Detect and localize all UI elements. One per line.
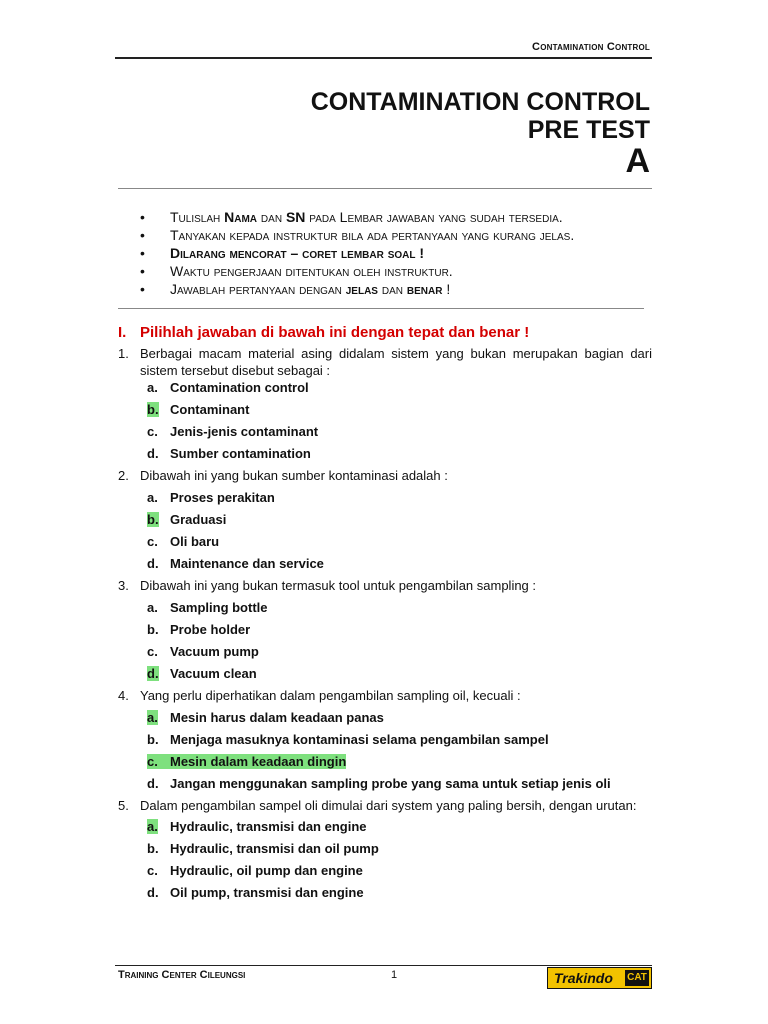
page-number: 1: [391, 969, 398, 981]
option-text: Menjaga masuknya kontaminasi selama pengambilan sampel: [170, 732, 549, 747]
answer-option: [147, 533, 219, 551]
option-text: Hydraulic, transmisi dan oil pump: [170, 841, 379, 856]
option-content: [147, 622, 250, 637]
option-letter-cell: [147, 555, 170, 573]
option-letter-cell: [147, 665, 170, 683]
bullet-icon: •: [140, 263, 145, 279]
answer-option: [147, 643, 259, 661]
question-text: Dibawah ini yang bukan sumber kontaminasi adalah :: [140, 468, 448, 483]
section-number: I.: [118, 324, 127, 341]
option-letter: c.: [147, 424, 158, 439]
answer-option: [147, 379, 309, 397]
option-letter-cell: [147, 884, 170, 902]
cat-badge: CAT: [625, 970, 649, 986]
option-letter-cell: [147, 709, 170, 727]
bullet-icon: •: [140, 227, 145, 243]
answer-option: [147, 731, 549, 749]
option-content: [147, 644, 259, 659]
document-title: CONTAMINATION CONTROL: [310, 88, 650, 116]
option-letter: c.: [147, 644, 158, 659]
answer-option: [147, 775, 611, 793]
option-text: Mesin dalam keadaan dingin: [170, 754, 347, 769]
instruction-item: [140, 280, 574, 298]
answer-option: [147, 401, 249, 419]
question-stem: [118, 577, 652, 594]
answer-option: [147, 621, 250, 639]
option-letter-cell: [147, 621, 170, 639]
option-content: [147, 754, 346, 769]
option-letter: c.: [147, 754, 158, 769]
instruction-item: [140, 262, 574, 280]
option-letter-cell: [147, 511, 170, 529]
option-content: [147, 556, 324, 571]
instruction-text: Jawablah pertanyaan dengan: [170, 281, 346, 297]
option-content: [147, 600, 268, 615]
instruction-text: dan: [257, 209, 286, 225]
answer-option: [147, 862, 363, 880]
option-content: [147, 490, 275, 505]
instruction-text: pada Lembar jawaban yang sudah tersedia.: [305, 209, 563, 225]
option-content: [147, 710, 384, 725]
option-letter-cell: [147, 423, 170, 441]
question-number: 2.: [118, 468, 129, 483]
option-letter-cell: [147, 840, 170, 858]
instruction-text: Tulislah: [170, 209, 225, 225]
option-content: [147, 841, 379, 856]
question-stem: [118, 345, 652, 379]
option-letter-cell: [147, 862, 170, 880]
option-content: [147, 424, 318, 439]
bullet-icon: •: [140, 209, 145, 225]
option-letter: b.: [147, 841, 159, 856]
option-letter-cell: [147, 379, 170, 397]
option-content: [147, 534, 219, 549]
option-text: Graduasi: [170, 512, 227, 527]
question-number: 5.: [118, 798, 129, 813]
question-number: 3.: [118, 578, 129, 593]
option-text: Oil pump, transmisi dan engine: [170, 885, 364, 900]
test-version: A: [625, 142, 650, 180]
divider-top: [118, 188, 652, 189]
answer-option: [147, 489, 275, 507]
divider-bottom: [118, 308, 644, 309]
logo-wordmark: Trakindo: [554, 970, 613, 986]
option-letter-cell: [147, 445, 170, 463]
option-letter: d.: [147, 885, 159, 900]
option-content: [147, 446, 311, 461]
option-text: Sampling bottle: [170, 600, 268, 615]
option-text: Mesin harus dalam keadaan panas: [170, 710, 384, 725]
option-letter: d.: [147, 446, 159, 461]
header-rule: [115, 57, 652, 59]
instruction-text: dan: [377, 281, 407, 297]
option-text: Jenis-jenis contaminant: [170, 424, 319, 439]
option-content: [147, 512, 226, 527]
option-letter: d.: [147, 776, 159, 791]
option-text: Sumber contamination: [170, 446, 311, 461]
section-title-text: Pilihlah jawaban di bawah ini dengan tepat dan benar !: [140, 324, 530, 341]
option-letter-cell: [147, 818, 170, 836]
section-heading: [118, 324, 529, 341]
option-text: Hydraulic, transmisi dan engine: [170, 819, 367, 834]
option-letter: b.: [147, 402, 159, 417]
answer-option: [147, 665, 257, 683]
option-text: Vacuum pump: [170, 644, 259, 659]
option-letter: d.: [147, 666, 159, 681]
answer-option: [147, 511, 226, 529]
answer-option: [147, 599, 268, 617]
answer-option: [147, 840, 379, 858]
option-content: [147, 666, 257, 681]
footer-label: Training Center Cileungsi: [118, 969, 246, 981]
option-text: Contaminant: [170, 402, 250, 417]
option-content: [147, 819, 367, 834]
option-text: Proses perakitan: [170, 490, 275, 505]
question-number: 1.: [118, 346, 129, 361]
question-stem: [118, 687, 652, 704]
instruction-text: Waktu pengerjaan ditentukan oleh instruktur.: [170, 263, 453, 279]
option-letter: d.: [147, 556, 159, 571]
option-letter: b.: [147, 512, 159, 527]
question-text: Berbagai macam material asing didalam sistem yang bukan merupakan bagian dari sistem tersebut disebut sebagai :: [140, 346, 652, 378]
bullet-icon: •: [140, 245, 145, 261]
question-stem: [118, 797, 652, 814]
option-letter-cell: [147, 753, 170, 771]
option-text: Probe holder: [170, 622, 251, 637]
instruction-text: benar: [406, 281, 443, 297]
instruction-item: [140, 208, 574, 226]
bullet-icon: •: [140, 281, 145, 297]
instruction-text: Dilarang mencorat – coret lembar soal !: [170, 245, 425, 261]
option-letter-cell: [147, 731, 170, 749]
instruction-list: [140, 208, 574, 298]
footer-rule: [115, 965, 652, 966]
option-letter: a.: [147, 710, 158, 725]
answer-option: [147, 884, 364, 902]
option-content: [147, 885, 364, 900]
question-number: 4.: [118, 688, 129, 703]
option-text: Maintenance dan service: [170, 556, 324, 571]
instruction-text: Nama: [224, 209, 258, 225]
option-text: Hydraulic, oil pump dan engine: [170, 863, 363, 878]
document-subtitle: PRE TEST: [527, 116, 650, 144]
question-text: Dibawah ini yang bukan termasuk tool untuk pengambilan sampling :: [140, 578, 537, 593]
option-letter-cell: [147, 599, 170, 617]
option-content: [147, 863, 363, 878]
option-content: [147, 402, 249, 417]
option-text: Vacuum clean: [170, 666, 257, 681]
option-text: Jangan menggunakan sampling probe yang sama untuk setiap jenis oli: [170, 776, 611, 791]
option-content: [147, 380, 309, 395]
instruction-text: Tanyakan kepada instruktur bila ada pertanyaan yang kurang jelas.: [170, 227, 575, 243]
option-text: Oli baru: [170, 534, 220, 549]
option-content: [147, 776, 611, 791]
option-text: Contamination control: [170, 380, 309, 395]
option-letter: b.: [147, 732, 159, 747]
option-letter-cell: [147, 489, 170, 507]
option-letter: c.: [147, 534, 158, 549]
instruction-item: [140, 226, 574, 244]
option-letter-cell: [147, 643, 170, 661]
question-text: Yang perlu diperhatikan dalam pengambilan sampling oil, kecuali :: [140, 688, 521, 703]
answer-option: [147, 555, 324, 573]
option-letter: a.: [147, 600, 158, 615]
option-letter-cell: [147, 533, 170, 551]
option-letter: b.: [147, 622, 159, 637]
answer-option: [147, 818, 367, 836]
option-letter: a.: [147, 490, 158, 505]
answer-option: [147, 709, 384, 727]
instruction-text: jelas: [345, 281, 378, 297]
instruction-text: !: [442, 281, 451, 297]
instruction-item: [140, 244, 574, 262]
trakindo-cat-logo: [547, 967, 652, 989]
answer-option: [147, 423, 318, 441]
option-letter-cell: [147, 775, 170, 793]
option-letter-cell: [147, 401, 170, 419]
answer-option: [147, 445, 311, 463]
answer-option: [147, 753, 346, 771]
option-letter: a.: [147, 380, 158, 395]
option-letter: a.: [147, 819, 158, 834]
option-letter: c.: [147, 863, 158, 878]
question-stem: [118, 467, 652, 484]
running-header: Contamination Control: [532, 41, 650, 53]
option-content: [147, 732, 549, 747]
instruction-text: SN: [285, 209, 306, 225]
question-text: Dalam pengambilan sampel oli dimulai dari system yang paling bersih, dengan urutan:: [140, 798, 637, 813]
